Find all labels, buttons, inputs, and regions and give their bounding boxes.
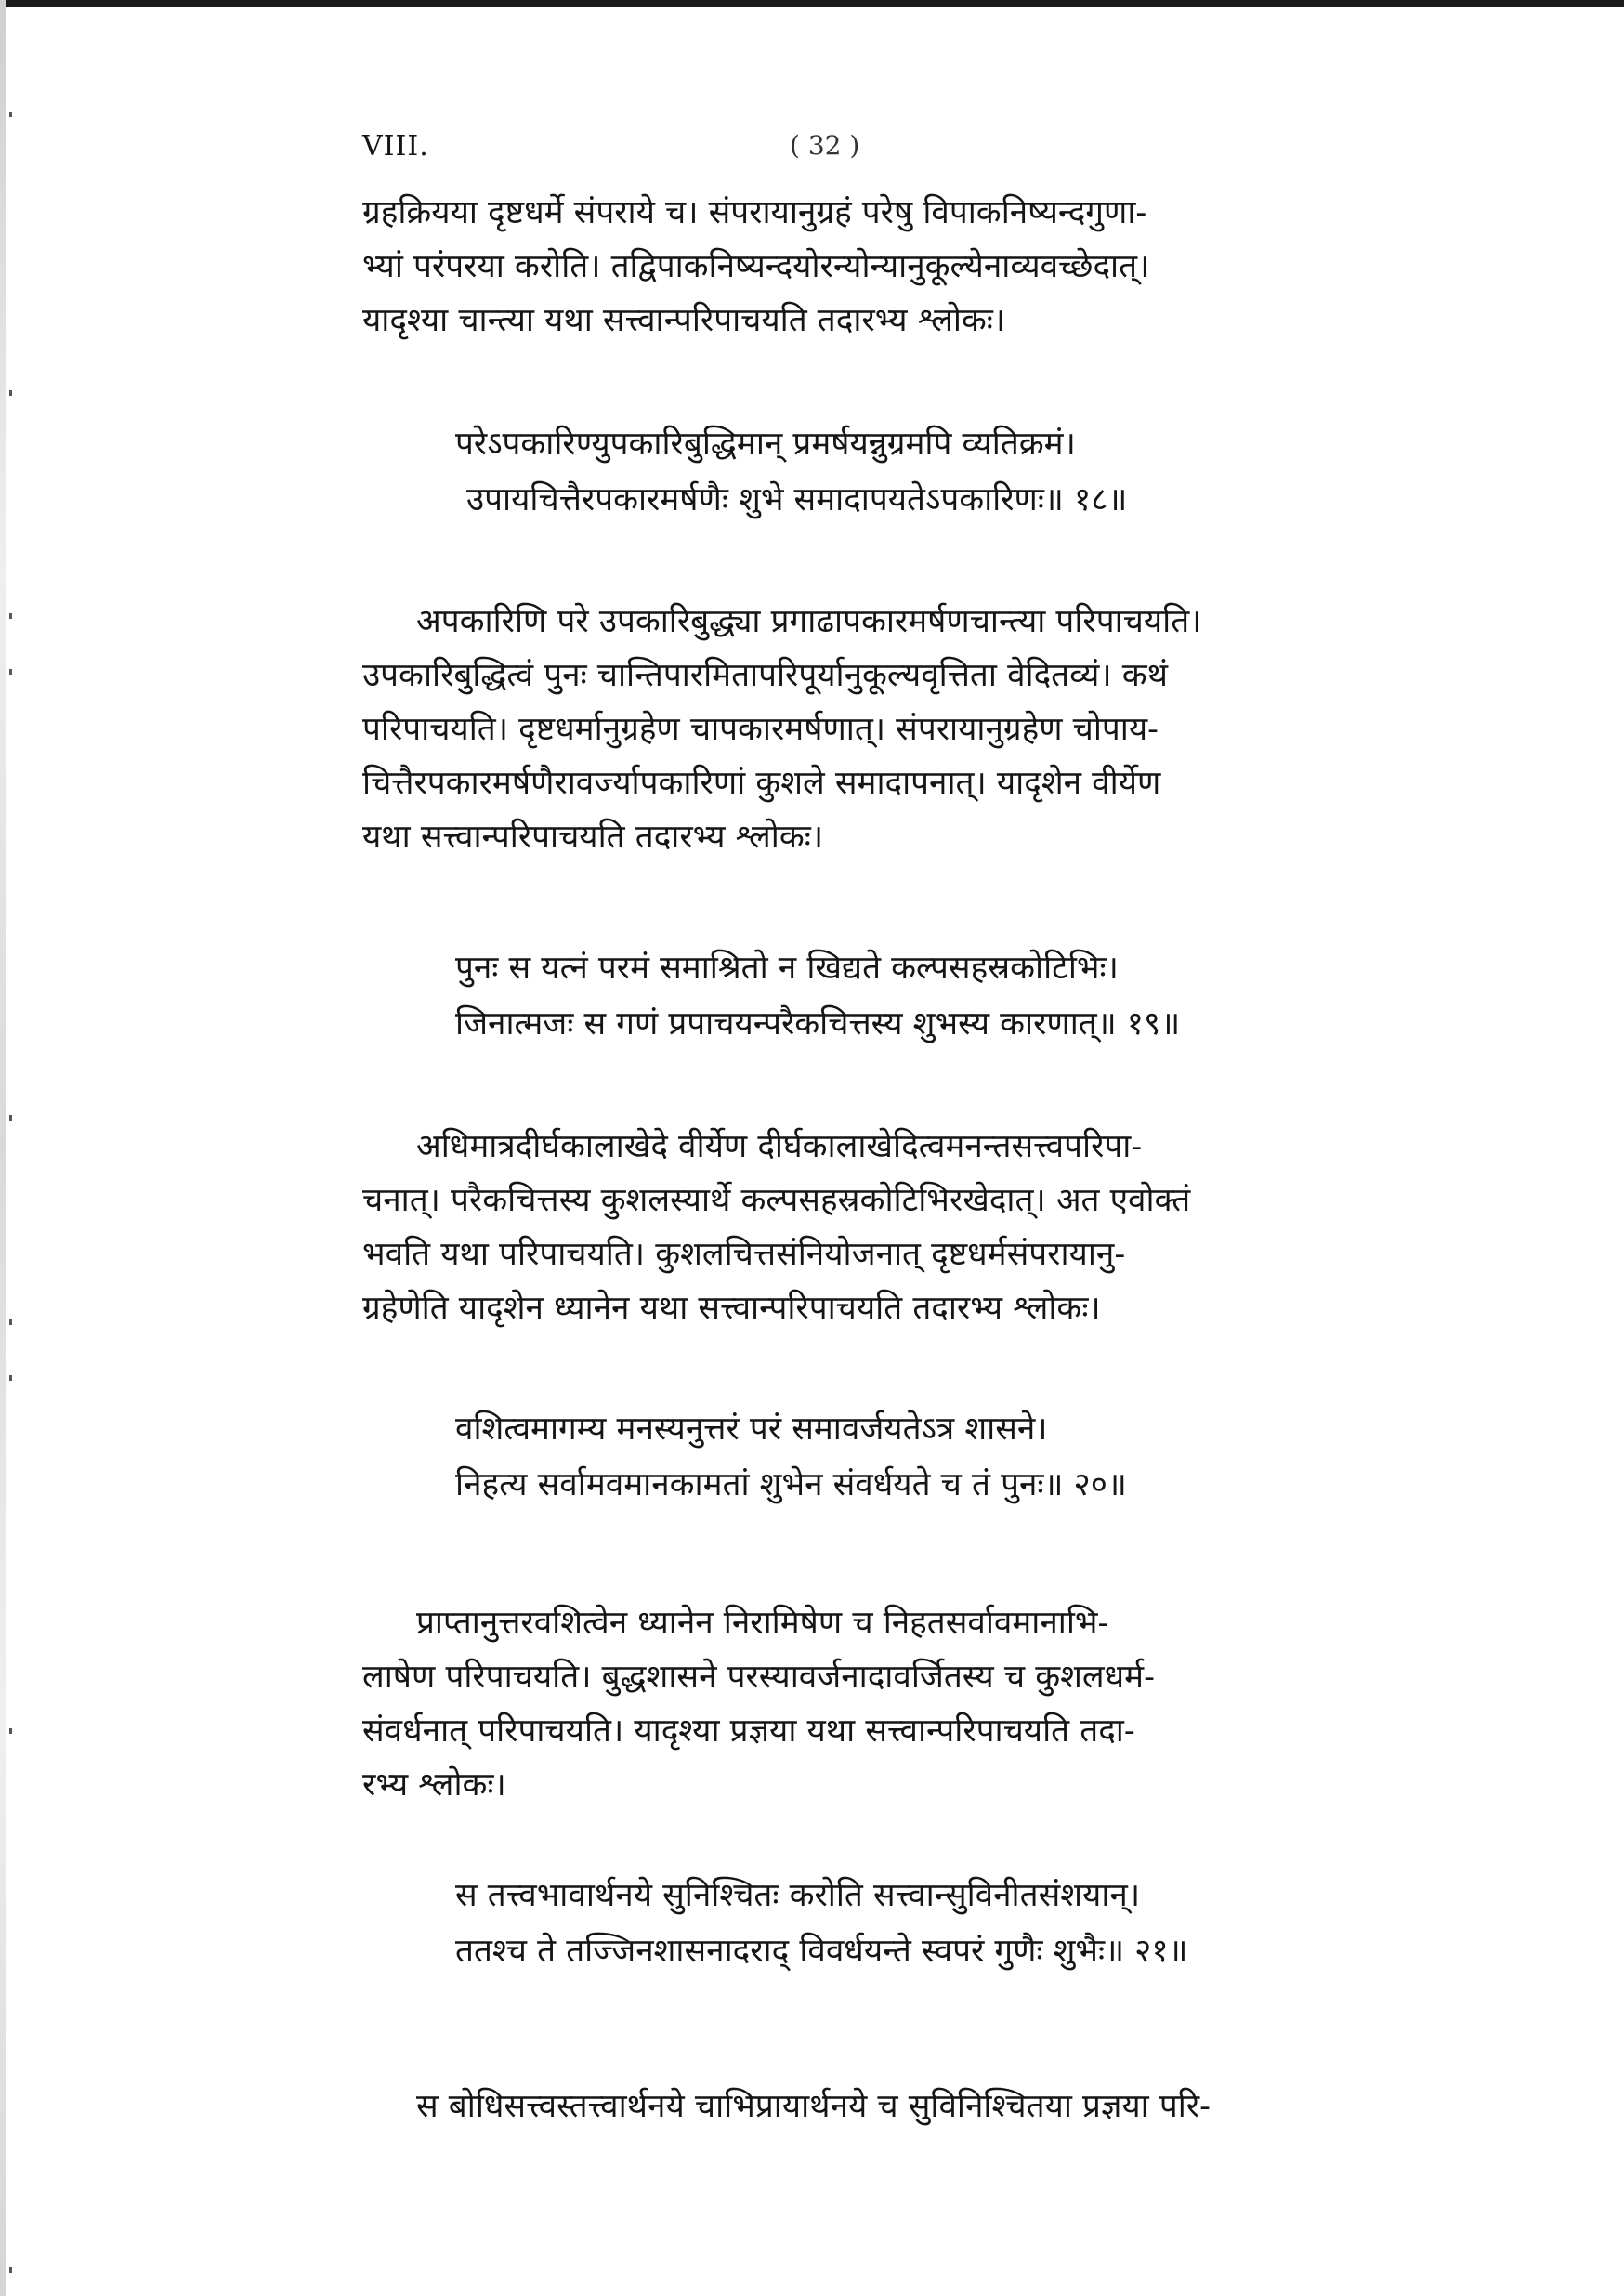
verse-line: उपायचित्तैरपकारमर्षणैः शुभे समादापयतेऽपकारिणः॥ १८॥	[466, 481, 1128, 518]
text-line: अपकारिणि परे उपकारिबुद्ध्या प्रगाढापकारमर्षणचान्त्या परिपाचयति।	[416, 603, 1202, 640]
text-line: यादृश्या चान्त्या यथा सत्त्वान्परिपाचयति तदारभ्य श्लोकः।	[362, 302, 1006, 339]
verse-20	[455, 1401, 1514, 1513]
scan-speck	[9, 613, 12, 619]
text-line: ग्रहक्रियया दृष्टधर्मे संपराये च। संपरायानुग्रहं परेषु विपाकनिष्यन्दगुणा-	[362, 194, 1147, 231]
text-line: यथा सत्त्वान्परिपाचयति तदारभ्य श्लोकः।	[362, 819, 824, 856]
prose-paragraph	[362, 1120, 1514, 1335]
text-line: चित्तैरपकारमर्षणैरावर्ज्यापकारिणां कुशले समादापनात्। यादृशेन वीर्येण	[362, 765, 1161, 802]
page-number: ( 32 )	[790, 130, 860, 161]
verse-line: ततश्च ते तज्जिनशासनादराद् विवर्धयन्ते स्वपरं गुणैः शुभैः॥ २१॥	[455, 1933, 1188, 1970]
verse-19	[455, 940, 1514, 1052]
scan-top-edge	[0, 0, 1624, 7]
text-line: भवति यथा परिपाचयति। कुशलचित्तसंनियोजनात् दृष्टधर्मसंपरायानु-	[362, 1236, 1126, 1273]
scan-speck	[9, 1115, 12, 1121]
scan-speck	[9, 1728, 12, 1734]
scan-speck	[9, 1319, 12, 1325]
verse-line: निहत्य सर्वामवमानकामतां शुभेन संवर्धयते च तं पुनः॥ २०॥	[455, 1466, 1127, 1503]
scan-left-edge	[0, 0, 6, 2296]
text-line: स बोधिसत्त्वस्तत्त्वार्थनये चाभिप्रायार्थनये च सुविनिश्चितया प्रज्ञया परि-	[416, 2088, 1211, 2125]
prose-paragraph	[362, 1596, 1514, 1812]
scan-speck	[9, 669, 12, 675]
text-line: रभ्य श्लोकः।	[362, 1766, 506, 1804]
scan-speck	[9, 2267, 12, 2273]
text-line: चनात्। परैकचित्तस्य कुशलस्यार्थे कल्पसहस्रकोटिभिरखेदात्। अत एवोक्तं	[362, 1182, 1191, 1219]
text-line: प्राप्तानुत्तरवशित्वेन ध्यानेन निरामिषेण च निहतसर्वावमानाभि-	[416, 1605, 1109, 1642]
text-line: ग्रहेणेति यादृशेन ध्यानेन यथा सत्त्वान्परिपाचयति तदारभ्य श्लोकः।	[362, 1290, 1101, 1327]
prose-paragraph	[362, 186, 1514, 348]
text-line: उपकारिबुद्धित्वं पुनः चान्तिपारमितापरिपूर्यानुकूल्यवृत्तिता वेदितव्यं। कथं	[362, 657, 1169, 694]
verse-line: स तत्त्वभावार्थनये सुनिश्चितः करोति सत्त्वान्सुविनीतसंशयान्।	[455, 1877, 1141, 1914]
verse-line: वशित्वमागम्य मनस्यनुत्तरं परं समावर्जयतेऽत्र शासने।	[455, 1410, 1048, 1448]
text-line: परिपाचयति। दृष्टधर्मानुग्रहेण चापकारमर्षणात्। संपरायानुग्रहेण चोपाय-	[362, 711, 1159, 748]
page-header	[362, 130, 1524, 177]
verse-21	[455, 1868, 1514, 1979]
verse-line: पुनः स यत्नं परमं समाश्रितो न खिद्यते कल्पसहस्रकोटिभिः।	[455, 950, 1119, 987]
scan-speck	[9, 390, 12, 396]
prose-paragraph	[362, 595, 1514, 864]
verse-18	[455, 416, 1514, 528]
scan-speck	[9, 1375, 12, 1381]
text-line: अधिमात्रदीर्घकालाखेदे वीर्येण दीर्घकालाखेदित्वमनन्तसत्त्वपरिपा-	[416, 1128, 1143, 1165]
prose-paragraph	[362, 2080, 1514, 2133]
verse-line: जिनात्मजः स गणं प्रपाचयन्परैकचित्तस्य शुभस्य कारणात्॥ १९॥	[455, 1005, 1181, 1043]
text-line: भ्यां परंपरया करोति। तद्विपाकनिष्यन्दयोरन्योन्यानुकूल्येनाव्यवच्छेदात्।	[362, 248, 1150, 285]
chapter-numeral: VIII.	[362, 130, 429, 163]
text-line: लाषेण परिपाचयति। बुद्धशासने परस्यावर्जनादावर्जितस्य च कुशलधर्म-	[362, 1659, 1155, 1696]
verse-line: परेऽपकारिण्युपकारिबुद्धिमान् प्रमर्षयन्नुग्रमपि व्यतिक्रमं।	[455, 426, 1076, 463]
scan-speck	[9, 112, 12, 117]
text-line: संवर्धनात् परिपाचयति। यादृश्या प्रज्ञया यथा सत्त्वान्परिपाचयति तदा-	[362, 1712, 1135, 1750]
